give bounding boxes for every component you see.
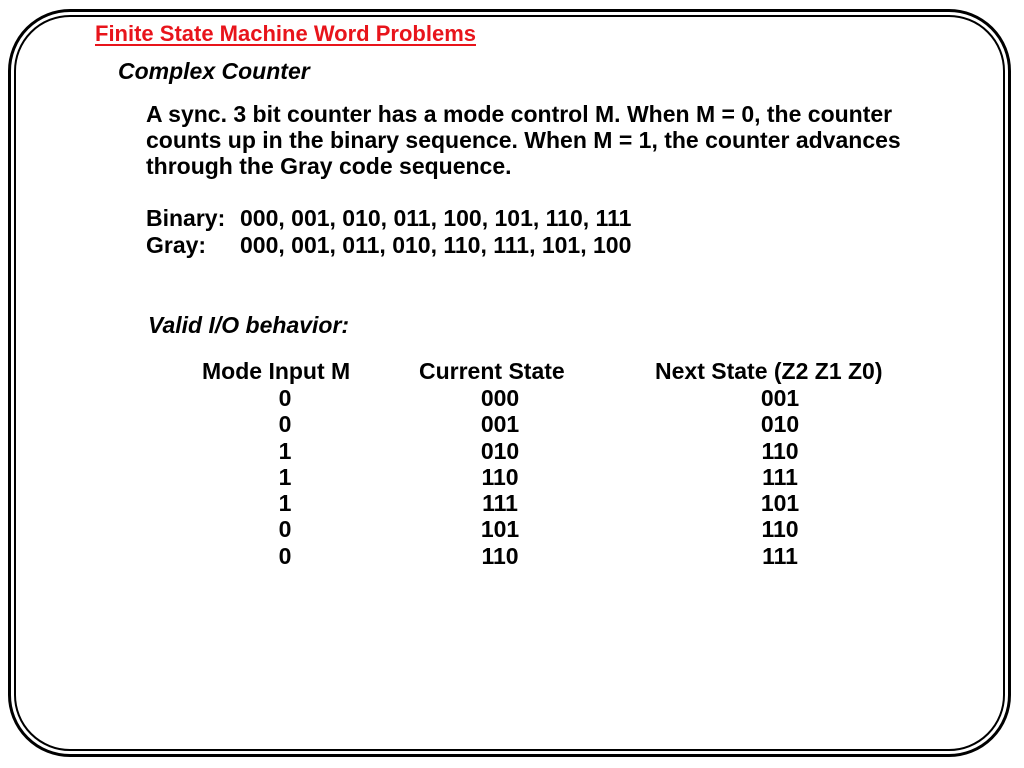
next-state-cell: 001 xyxy=(760,385,800,411)
mode-cell: 0 xyxy=(278,516,292,543)
current-state-cell: 000 xyxy=(480,385,520,411)
table-header-current-state: Current State xyxy=(419,358,565,384)
table-row xyxy=(0,385,1024,411)
next-state-cell: 010 xyxy=(760,411,800,438)
mode-cell: 1 xyxy=(278,463,292,490)
paragraph-line: through the Gray code sequence. xyxy=(146,153,512,179)
table-row xyxy=(0,543,1024,569)
io-table-body xyxy=(0,385,1024,569)
binary-sequence-line xyxy=(146,205,631,231)
mode-cell: 0 xyxy=(278,411,292,438)
table-row xyxy=(0,490,1024,516)
slide-title: Finite State Machine Word Problems xyxy=(95,21,476,46)
table-header-mode: Mode Input M xyxy=(202,358,351,384)
current-state-cell: 001 xyxy=(480,411,520,438)
next-state-cell: 110 xyxy=(761,437,799,464)
gray-label: Gray: xyxy=(146,232,207,258)
paragraph-line: A sync. 3 bit counter has a mode control M. When M = 0, the counter xyxy=(146,101,893,127)
current-state-cell: 101 xyxy=(480,516,520,543)
mode-cell: 0 xyxy=(278,385,292,411)
current-state-cell: 110 xyxy=(481,463,519,490)
table-row xyxy=(0,464,1024,490)
mode-cell: 1 xyxy=(278,490,292,517)
gray-sequence-line xyxy=(146,232,631,258)
binary-sequence: 000, 001, 010, 011, 100, 101, 110, 111 xyxy=(240,205,632,231)
current-state-cell: 111 xyxy=(482,490,518,517)
table-header-next-state: Next State (Z2 Z1 Z0) xyxy=(655,358,883,384)
mode-cell: 1 xyxy=(278,437,292,464)
next-state-cell: 111 xyxy=(762,542,798,569)
next-state-cell: 111 xyxy=(762,463,798,490)
table-row xyxy=(0,411,1024,437)
current-state-cell: 110 xyxy=(481,542,519,569)
binary-label: Binary: xyxy=(146,205,226,231)
mode-cell: 0 xyxy=(278,542,292,569)
io-behavior-heading: Valid I/O behavior: xyxy=(148,312,350,338)
problem-description xyxy=(146,101,1006,179)
current-state-cell: 010 xyxy=(480,437,520,464)
paragraph-line: counts up in the binary sequence. When M = 1, the counter advances xyxy=(146,127,901,153)
table-row xyxy=(0,516,1024,542)
table-row xyxy=(0,438,1024,464)
next-state-cell: 110 xyxy=(761,516,799,543)
gray-sequence: 000, 001, 011, 010, 110, 111, 101, 100 xyxy=(240,232,632,258)
slide-subtitle: Complex Counter xyxy=(118,58,310,84)
next-state-cell: 101 xyxy=(760,490,800,517)
